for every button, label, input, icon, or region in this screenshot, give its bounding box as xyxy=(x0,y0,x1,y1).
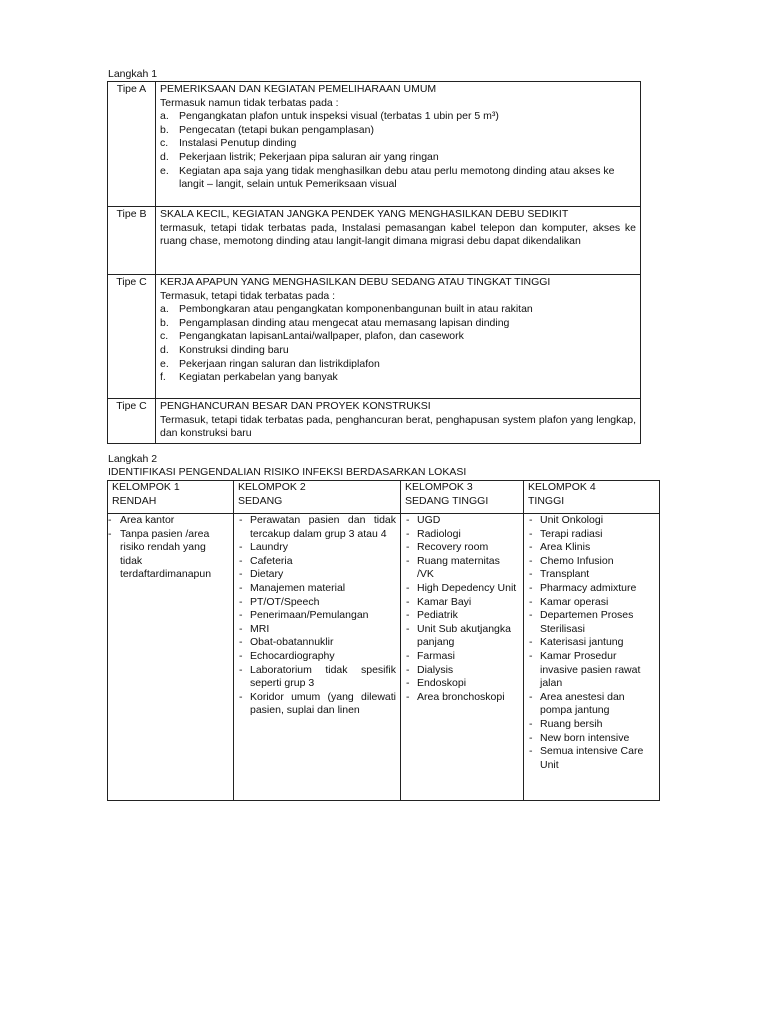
type-row xyxy=(108,399,641,444)
type-title: SKALA KECIL, KEGIATAN JANGKA PENDEK YANG MENGHASILKAN DEBU SEDIKIT xyxy=(160,208,569,220)
list-item: - Manajemen material xyxy=(239,581,346,594)
group-cell xyxy=(108,514,234,801)
list-item: - Pharmacy admixture xyxy=(529,581,637,594)
group-cell xyxy=(234,514,401,801)
list-item: - Pediatrik xyxy=(406,609,458,622)
list-item: - Recovery room xyxy=(406,541,489,554)
step2-label: Langkah 2 xyxy=(108,453,158,465)
list-item: - Kamar Prosedur invasive pasien rawat jalan xyxy=(529,649,641,690)
list-item: - Farmasi xyxy=(406,649,455,662)
group-cell xyxy=(524,514,660,801)
type-cell: Tipe C xyxy=(108,399,156,444)
type-content xyxy=(156,207,641,275)
type-content xyxy=(156,275,641,399)
list-item: - Laboratorium tidak spesifik seperti grup 3 xyxy=(239,663,396,690)
group-header: KELOMPOK 1 RENDAH xyxy=(108,481,234,514)
list-item: c. Pengangkatan lapisanLantai/wallpaper, plafon, dan casework xyxy=(160,330,464,343)
list-item: - MRI xyxy=(239,622,270,635)
type-intro: Termasuk namun tidak terbatas pada : xyxy=(160,96,339,109)
type-title: KERJA APAPUN YANG MENGHASILKAN DEBU SEDANG ATAU TINGKAT TINGGI xyxy=(160,276,551,288)
group-header: KELOMPOK 3 SEDANG TINGGI xyxy=(401,481,524,514)
list-item: - Kamar operasi xyxy=(529,595,609,608)
list-item: e. Pekerjaan ringan saluran dan listrikdiplafon xyxy=(160,357,380,370)
list-item: d. Konstruksi dinding baru xyxy=(160,343,289,356)
type-body: Termasuk, tetapi tidak terbatas pada, penghancuran berat, penghapusan system plafon yang lengkap, dan konstruksi baru xyxy=(160,413,636,440)
list-item: - Dietary xyxy=(239,568,284,581)
type-row xyxy=(108,275,641,399)
list-item: - Unit Onkologi xyxy=(529,514,604,526)
step2-table xyxy=(107,480,660,801)
header-row xyxy=(108,481,660,514)
list-item: - Unit Sub akutjangka panjang xyxy=(406,622,511,649)
list-item: - Perawatan pasien dan tidak tercakup dalam grup 3 atau 4 xyxy=(239,514,396,540)
list-item: - Katerisasi jantung xyxy=(529,636,624,649)
list-item: - Tanpa pasien /area risiko rendah yang tidak terdaftardimanapun xyxy=(108,527,212,581)
list-item: - Chemo Infusion xyxy=(529,554,614,567)
list-item: a. Pengangkatan plafon untuk inspeksi visual (terbatas 1 ubin per 5 m³) xyxy=(160,110,499,123)
list-item: - Endoskopi xyxy=(406,677,467,690)
list-item: - Transplant xyxy=(529,568,590,581)
step1-label: Langkah 1 xyxy=(108,68,158,80)
list-item: - Echocardiography xyxy=(239,649,335,662)
type-cell: Tipe B xyxy=(108,207,156,275)
list-item: - Area Klinis xyxy=(529,541,591,554)
list-item: - Koridor umum (yang dilewati pasien, suplai dan linen xyxy=(239,690,396,717)
step2-title: IDENTIFIKASI PENGENDALIAN RISIKO INFEKSI BERDASARKAN LOKASI xyxy=(108,466,467,478)
list-item: - Area anestesi dan pompa jantung xyxy=(529,690,625,717)
type-row xyxy=(108,207,641,275)
list-item: - Radiologi xyxy=(406,527,461,540)
list-item: - New born intensive xyxy=(529,731,630,744)
group-header: KELOMPOK 4 TINGGI xyxy=(524,481,660,514)
type-cell: Tipe C xyxy=(108,275,156,399)
list-item: - Cafeteria xyxy=(239,554,293,567)
list-item: a. Pembongkaran atau pengangkatan komponenbangunan built in atau rakitan xyxy=(160,303,533,316)
list-item: e. Kegiatan apa saja yang tidak menghasilkan debu atau perlu memotong dinding atau akses ke langit – langit, selain untuk Pemeriksaan visual xyxy=(160,164,615,191)
list-item: - Obat-obatannuklir xyxy=(239,636,334,649)
type-row xyxy=(108,82,641,207)
list-item: - Penerimaan/Pemulangan xyxy=(239,609,369,622)
list-item: f. Kegiatan perkabelan yang banyak xyxy=(160,371,338,384)
list-item: - Area bronchoskopi xyxy=(406,690,505,703)
list-item: - Terapi radiasi xyxy=(529,527,603,540)
list-item: - Laundry xyxy=(239,541,288,554)
list-item: - Semua intensive Care Unit xyxy=(529,745,644,771)
type-title: PEMERIKSAAN DAN KEGIATAN PEMELIHARAAN UMUM xyxy=(160,83,437,95)
group-header: KELOMPOK 2 SEDANG xyxy=(234,481,401,514)
step1-table xyxy=(107,81,641,444)
items-row xyxy=(108,514,660,801)
type-list xyxy=(160,303,636,385)
list-item: b. Pengecatan (tetapi bukan pengamplasan) xyxy=(160,123,374,136)
list-item: - Area kantor xyxy=(108,514,175,526)
list-item: - PT/OT/Speech xyxy=(239,595,320,608)
list-item: - Departemen Proses Sterilisasi xyxy=(529,609,634,635)
list-item: - Ruang maternitas /VK xyxy=(406,554,500,581)
list-item: - High Depedency Unit xyxy=(406,581,517,594)
type-intro: Termasuk, tetapi tidak terbatas pada : xyxy=(160,289,336,302)
list-item: - UGD xyxy=(406,514,441,526)
type-content xyxy=(156,399,641,444)
list-item: - Kamar Bayi xyxy=(406,595,472,608)
type-title: PENGHANCURAN BESAR DAN PROYEK KONSTRUKSI xyxy=(160,400,431,412)
type-content xyxy=(156,82,641,207)
list-item: b. Pengamplasan dinding atau mengecat atau memasang lapisan dinding xyxy=(160,316,510,329)
type-cell: Tipe A xyxy=(108,82,156,207)
list-item: - Dialysis xyxy=(406,663,454,676)
list-item: d. Pekerjaan listrik; Pekerjaan pipa saluran air yang ringan xyxy=(160,150,439,163)
type-body: termasuk, tetapi tidak terbatas pada, Instalasi pemasangan kabel telepon dan komputer, akses ke ruang chase, memotong dinding atau langit-langit dimana migrasi debu dapat dikendalikan xyxy=(160,221,636,248)
list-item: c. Instalasi Penutup dinding xyxy=(160,137,297,150)
group-cell xyxy=(401,514,524,801)
type-list xyxy=(160,110,636,192)
list-item: - Ruang bersih xyxy=(529,717,603,730)
